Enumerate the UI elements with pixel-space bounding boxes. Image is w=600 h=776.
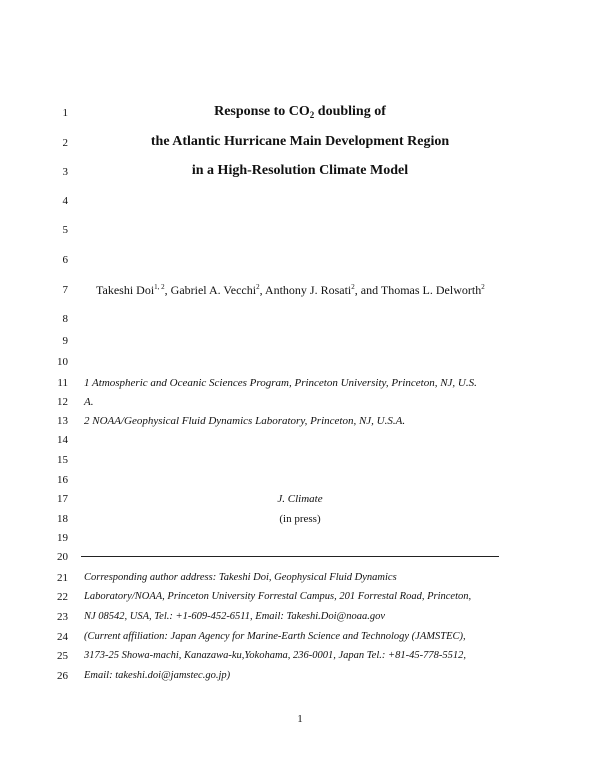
author-name: Anthony J. Rosati: [264, 283, 352, 297]
correspondence-line: Email: takeshi.doi@jamstec.go.jp): [84, 670, 231, 681]
line-number: 22: [57, 591, 68, 603]
line-number: 8: [62, 313, 68, 325]
line-number: 25: [57, 650, 68, 662]
separator-rule: [81, 556, 499, 557]
line-number: 11: [57, 377, 68, 389]
correspondence-line: NJ 08542, USA, Tel.: +1-609-452-6511, Email: Takeshi.Doi@noaa.gov: [84, 611, 386, 622]
line-number: 7: [62, 284, 68, 296]
line-number: 3: [62, 166, 68, 178]
author-affiliation-mark: 1, 2: [154, 283, 165, 291]
line-number: 1: [62, 107, 68, 119]
line-number: 26: [57, 670, 68, 682]
author-affiliation-mark: 2: [351, 283, 355, 291]
journal-name: J. Climate: [277, 493, 323, 505]
author-name: Takeshi Doi: [96, 283, 155, 297]
correspondence-line: 3173-25 Showa-machi, Kanazawa-ku,Yokohama, 236-0001, Japan Tel.: +81-45-778-5512,: [84, 650, 466, 661]
correspondence-line: (Current affiliation: Japan Agency for Marine-Earth Science and Technology (JAMSTEC),: [84, 631, 466, 642]
line-number: 15: [57, 454, 68, 466]
line-number: 21: [57, 572, 68, 584]
line-number: 23: [57, 611, 68, 623]
line-number: 19: [57, 532, 68, 544]
correspondence-line: Corresponding author address: Takeshi Doi, Geophysical Fluid Dynamics: [84, 572, 397, 583]
correspondence-line: Laboratory/NOAA, Princeton University Forrestal Campus, 201 Forrestal Road, Princeton,: [84, 591, 472, 602]
page-number: 1: [297, 713, 303, 725]
title-line-3: in a High-Resolution Climate Model: [191, 163, 409, 178]
title-line-1: Response to $CO_2$ doubling of: [214, 104, 386, 120]
line-number: 9: [62, 335, 68, 347]
author-list: Takeshi Doi$^{1, 2}$, Gabriel A. Vecchi$^2$, Anthony J. Rosati$^2$, and Thomas L. Delworth$^2$: [96, 283, 485, 297]
line-number: 10: [57, 356, 68, 368]
line-number: 6: [62, 254, 68, 266]
line-number: 18: [57, 513, 68, 525]
line-number: 12: [57, 396, 68, 408]
line-number: 4: [62, 195, 68, 207]
author-name: Gabriel A. Vecchi: [170, 283, 257, 297]
line-number: 14: [57, 434, 68, 446]
line-number: 2: [62, 137, 68, 149]
affiliation-1: 1 Atmospheric and Oceanic Sciences Program, Princeton University, Princeton, NJ, U.S.: [84, 377, 477, 389]
affiliation-1-cont: A.: [84, 396, 94, 408]
line-number: 13: [57, 415, 68, 427]
author-name: Thomas L. Delworth: [380, 283, 482, 297]
line-number: 20: [57, 551, 68, 563]
line-number: 17: [57, 493, 68, 505]
author-affiliation-mark: 2: [256, 283, 260, 291]
affiliation-2: 2 NOAA/Geophysical Fluid Dynamics Laboratory, Princeton, NJ, U.S.A.: [84, 415, 406, 427]
line-number: 24: [57, 631, 68, 643]
line-number: 16: [57, 474, 68, 486]
title-line-2: the Atlantic Hurricane Main Development Region: [150, 134, 450, 149]
journal-status: (in press): [279, 513, 321, 525]
author-affiliation-mark: 2: [481, 283, 485, 291]
line-number: 5: [62, 224, 68, 236]
